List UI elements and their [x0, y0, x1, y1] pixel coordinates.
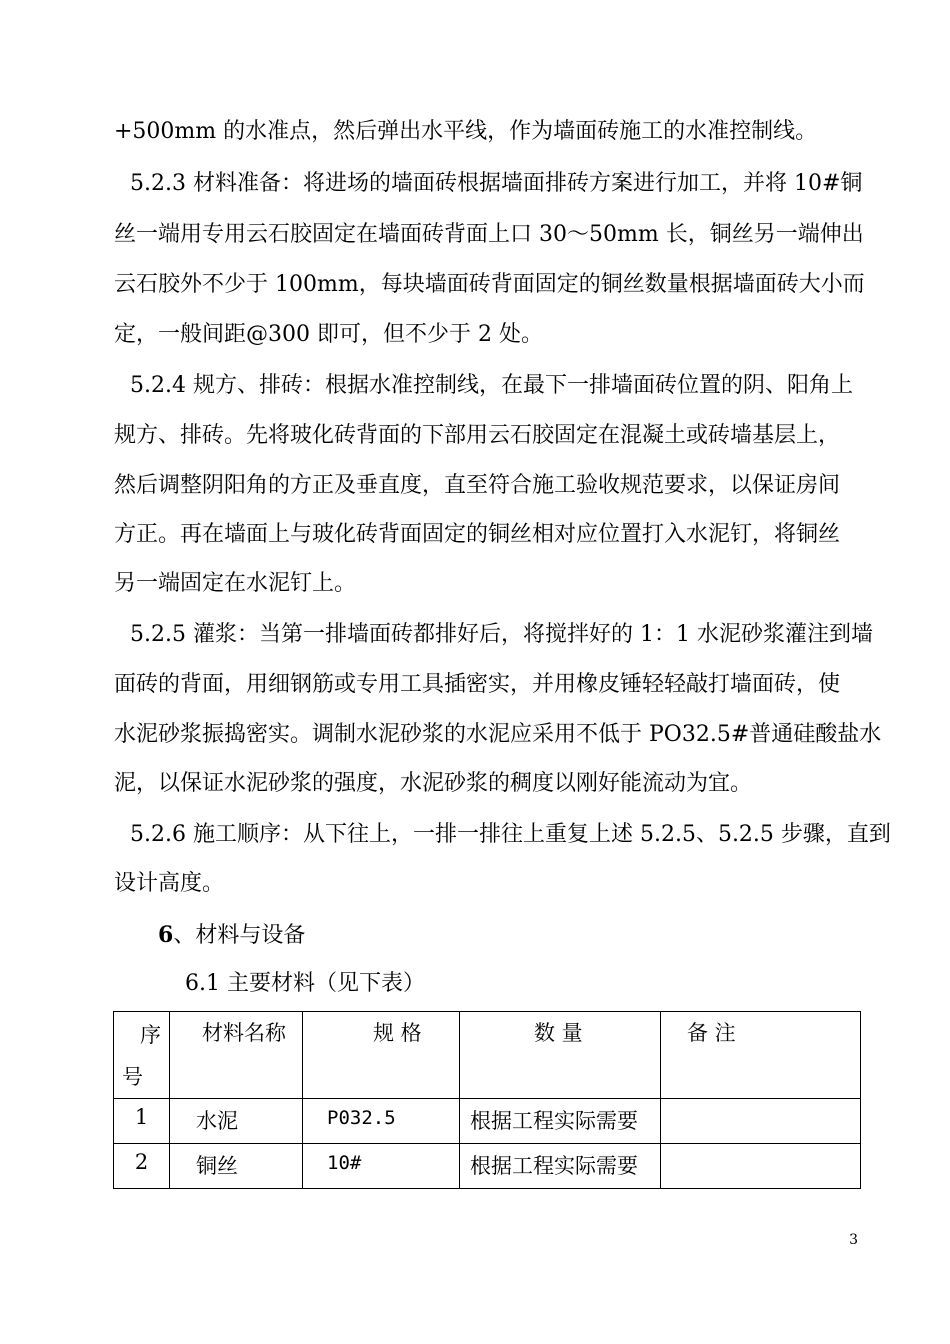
cell-name: 铜丝	[170, 1144, 303, 1189]
paragraph-line: 另一端固定在水泥钉上。	[114, 571, 357, 596]
cell-note	[661, 1144, 861, 1189]
paragraph-line: 5.2.5 灌浆：当第一排墙面砖都排好后，将搅拌好的 1：1 水泥砂浆灌注到墙	[130, 622, 873, 647]
paragraph-line: 泥，以保证水泥砂浆的强度，水泥砂浆的稠度以刚好能流动为宜。	[114, 771, 753, 796]
table-header-row	[114, 1012, 861, 1099]
cell-name: 水泥	[170, 1099, 303, 1144]
paragraph-line: 然后调整阴阳角的方正及垂直度，直至符合施工验收规范要求，以保证房间	[114, 473, 841, 498]
paragraph-line: 云石胶外不少于 100mm，每块墙面砖背面固定的铜丝数量根据墙面砖大小而	[114, 272, 865, 297]
header-cell-qty	[460, 1012, 661, 1099]
cell-qty: 根据工程实际需要	[460, 1144, 661, 1189]
table-row	[114, 1099, 861, 1144]
page-number: 3	[849, 1232, 858, 1248]
section-heading	[158, 920, 305, 951]
section-heading-number: 6	[158, 922, 174, 948]
cell-spec: P032.5	[303, 1099, 460, 1144]
paragraph-line: 5.2.6 施工顺序：从下往上，一排一排往上重复上述 5.2.5、5.2.5 步骤，直到	[130, 822, 891, 847]
header-cell-no	[114, 1012, 170, 1099]
header-no-part1: 序	[140, 1023, 161, 1047]
header-spec-text: 规 格	[373, 1021, 422, 1045]
paragraph-line: 规方、排砖。先将玻化砖背面的下部用云石胶固定在混凝土或砖墙基层上，	[114, 423, 841, 448]
cell-no: 1	[114, 1099, 170, 1144]
cell-qty: 根据工程实际需要	[460, 1099, 661, 1144]
paragraph-line: 面砖的背面，用细钢筋或专用工具插密实，并用橡皮锤轻轻敲打墙面砖，使	[114, 672, 841, 697]
paragraph-line: 丝一端用专用云石胶固定在墙面砖背面上口 30～50mm 长，铜丝另一端伸出	[114, 222, 864, 247]
materials-table	[113, 1011, 861, 1189]
cell-note	[661, 1099, 861, 1144]
header-name-text: 材料名称	[202, 1021, 286, 1045]
header-cell-name	[170, 1012, 303, 1099]
section-heading-text: 、材料与设备	[173, 923, 306, 948]
header-note-text: 备 注	[687, 1021, 736, 1045]
paragraph-line: 5.2.3 材料准备：将进场的墙面砖根据墙面排砖方案进行加工，并将 10#铜	[130, 171, 863, 196]
paragraph-line: 方正。再在墙面上与玻化砖背面固定的铜丝相对应位置打入水泥钉，将铜丝	[114, 522, 841, 547]
header-qty-text: 数 量	[534, 1021, 583, 1045]
cell-no: 2	[114, 1144, 170, 1189]
paragraph-line: 定，一般间距@300 即可，但不少于 2 处。	[114, 322, 543, 347]
paragraph-line: 设计高度。	[114, 871, 225, 896]
paragraph-line: 水泥砂浆振捣密实。调制水泥砂浆的水泥应采用不低于 PO32.5#普通硅酸盐水	[114, 722, 882, 747]
header-no-part2: 号	[122, 1065, 143, 1089]
table-row	[114, 1144, 861, 1189]
header-cell-spec	[303, 1012, 460, 1099]
header-cell-note	[661, 1012, 861, 1099]
cell-spec: 10#	[303, 1144, 460, 1189]
subheading: 6.1 主要材料（见下表）	[185, 971, 425, 996]
paragraph-line: +500mm 的水准点，然后弹出水平线，作为墙面砖施工的水准控制线。	[114, 119, 818, 144]
paragraph-line: 5.2.4 规方、排砖：根据水准控制线，在最下一排墙面砖位置的阴、阳角上	[130, 373, 853, 398]
